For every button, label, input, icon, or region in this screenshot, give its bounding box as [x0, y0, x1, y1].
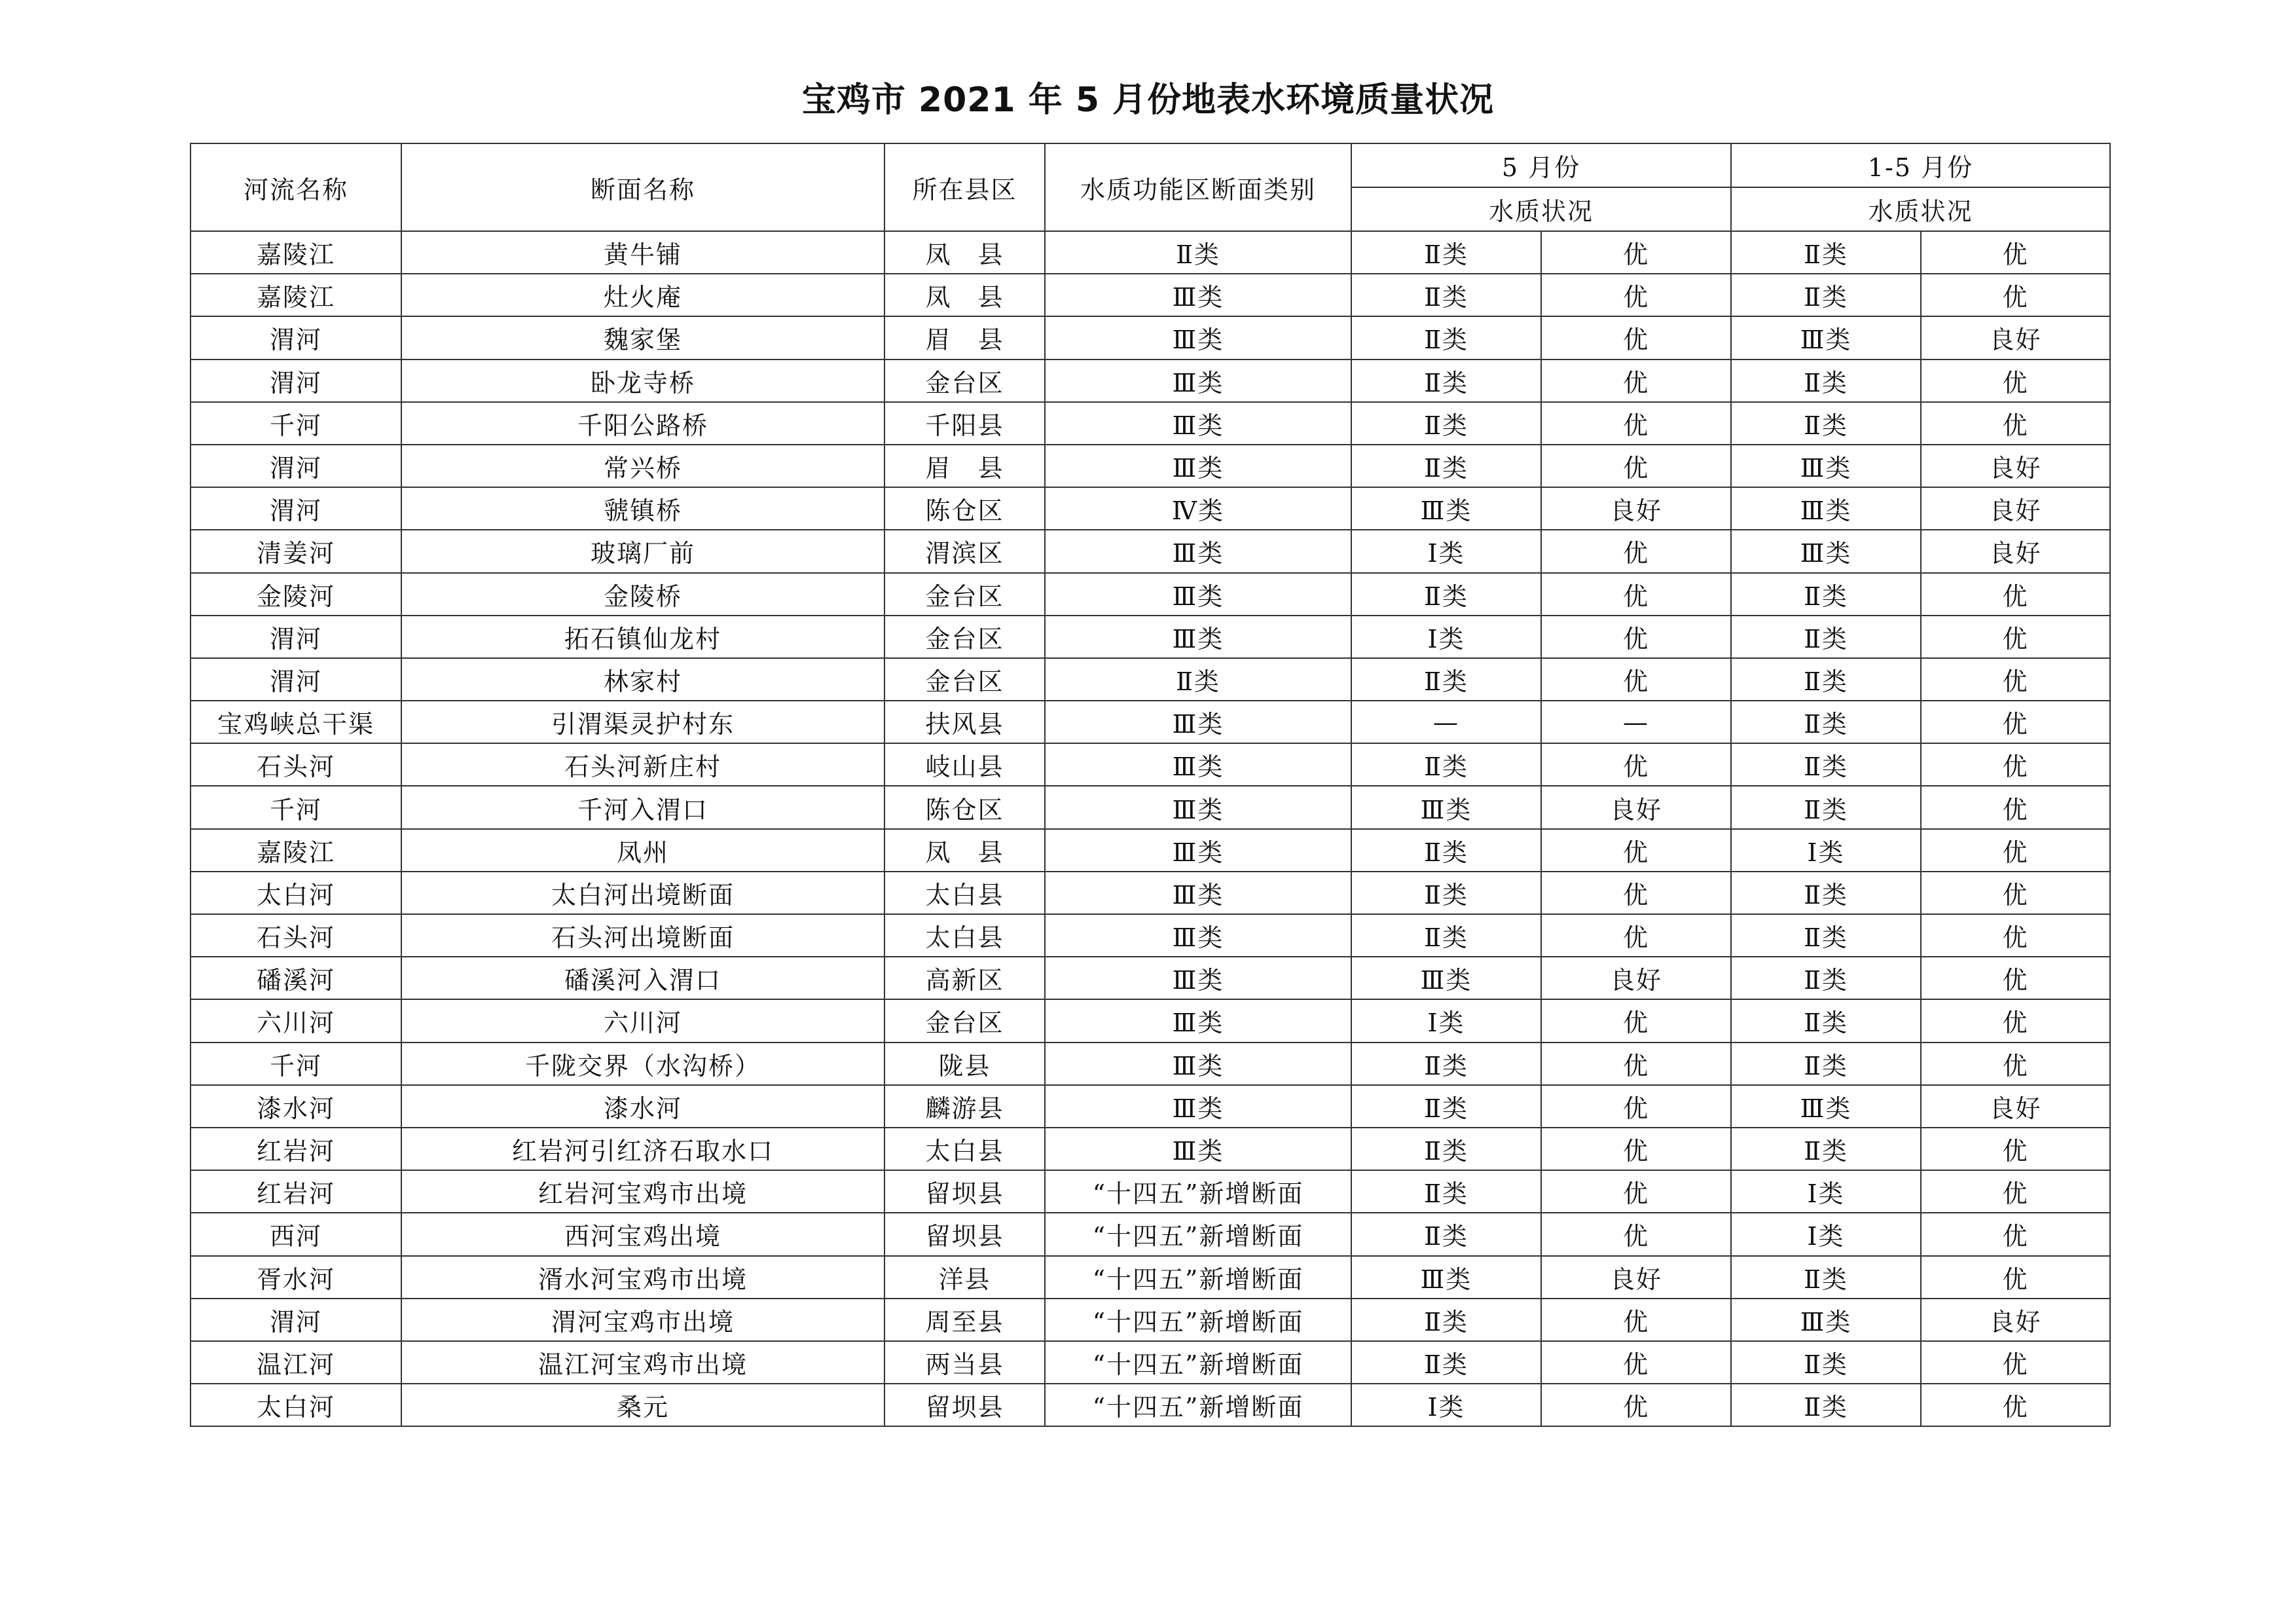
cell-function-class: Ⅲ类 [1045, 1043, 1351, 1085]
cell-cumulative-level: 优 [1921, 957, 2110, 999]
cell-cumulative-level: 优 [1921, 701, 2110, 743]
cell-may-class: Ⅰ类 [1351, 530, 1541, 572]
table-row [191, 701, 2110, 743]
cell-may-level: 优 [1541, 616, 1731, 658]
table-row [191, 999, 2110, 1042]
cell-may-level: 良好 [1541, 487, 1731, 530]
cell-may-level: 优 [1541, 1384, 1731, 1426]
cell-river: 太白河 [191, 1384, 401, 1426]
cell-county: 眉 县 [884, 445, 1045, 487]
cell-river: 千河 [191, 402, 401, 445]
cell-cumulative-class: Ⅱ类 [1731, 743, 1921, 786]
cell-may-level: 优 [1541, 743, 1731, 786]
cell-cumulative-class: Ⅲ类 [1731, 445, 1921, 487]
cell-may-level: 优 [1541, 231, 1731, 274]
cell-may-level: 优 [1541, 530, 1731, 572]
cell-river: 石头河 [191, 914, 401, 957]
cell-river: 红岩河 [191, 1128, 401, 1170]
cell-cumulative-level: 优 [1921, 914, 2110, 957]
cell-may-level: 良好 [1541, 786, 1731, 828]
cell-may-class: Ⅱ类 [1351, 360, 1541, 402]
header-may-status: 水质状况 [1351, 187, 1731, 231]
table-row [191, 1341, 2110, 1384]
cell-river: 胥水河 [191, 1256, 401, 1299]
cell-may-level: 优 [1541, 872, 1731, 914]
table-row [191, 573, 2110, 616]
cell-section: 引渭渠灵护村东 [401, 701, 884, 743]
cell-may-level: 优 [1541, 316, 1731, 359]
cell-function-class: Ⅲ类 [1045, 743, 1351, 786]
table-row [191, 1085, 2110, 1128]
cell-may-level: 优 [1541, 658, 1731, 701]
cell-function-class: Ⅲ类 [1045, 872, 1351, 914]
cell-may-level: 优 [1541, 1341, 1731, 1384]
cell-cumulative-level: 优 [1921, 743, 2110, 786]
cell-section: 千陇交界（水沟桥） [401, 1043, 884, 1085]
cell-cumulative-class: Ⅰ类 [1731, 829, 1921, 872]
cell-may-level: 优 [1541, 1128, 1731, 1170]
cell-cumulative-level: 优 [1921, 1128, 2110, 1170]
cell-county: 留坝县 [884, 1213, 1045, 1255]
cell-county: 麟游县 [884, 1085, 1045, 1128]
cell-section: 红岩河引红济石取水口 [401, 1128, 884, 1170]
cell-section: 灶火庵 [401, 274, 884, 316]
cell-may-level: 优 [1541, 999, 1731, 1042]
cell-county: 凤 县 [884, 274, 1045, 316]
cell-river: 宝鸡峡总干渠 [191, 701, 401, 743]
cell-section: 渭河宝鸡市出境 [401, 1299, 884, 1341]
cell-cumulative-class: Ⅱ类 [1731, 1384, 1921, 1426]
cell-may-class: Ⅱ类 [1351, 316, 1541, 359]
cell-may-level: 优 [1541, 1213, 1731, 1255]
cell-county: 金台区 [884, 658, 1045, 701]
cell-river: 渭河 [191, 487, 401, 530]
cell-river: 温江河 [191, 1341, 401, 1384]
cell-cumulative-class: Ⅱ类 [1731, 231, 1921, 274]
cell-function-class: Ⅲ类 [1045, 1128, 1351, 1170]
cell-county: 陈仓区 [884, 487, 1045, 530]
table-row [191, 616, 2110, 658]
table-row [191, 445, 2110, 487]
cell-function-class: Ⅲ类 [1045, 999, 1351, 1042]
cell-may-level: 优 [1541, 573, 1731, 616]
cell-section: 红岩河宝鸡市出境 [401, 1170, 884, 1213]
cell-river: 渭河 [191, 616, 401, 658]
cell-cumulative-level: 优 [1921, 616, 2110, 658]
cell-function-class: Ⅱ类 [1045, 231, 1351, 274]
cell-function-class: Ⅲ类 [1045, 530, 1351, 572]
cell-may-class: Ⅰ类 [1351, 999, 1541, 1042]
cell-section: 西河宝鸡出境 [401, 1213, 884, 1255]
cell-may-class: Ⅱ类 [1351, 1299, 1541, 1341]
cell-cumulative-level: 良好 [1921, 530, 2110, 572]
cell-county: 凤 县 [884, 231, 1045, 274]
cell-function-class: Ⅲ类 [1045, 445, 1351, 487]
table-row [191, 1256, 2110, 1299]
cell-section: 魏家堡 [401, 316, 884, 359]
cell-function-class: Ⅲ类 [1045, 274, 1351, 316]
table-row [191, 914, 2110, 957]
cell-cumulative-level: 优 [1921, 1170, 2110, 1213]
cell-may-class: Ⅱ类 [1351, 402, 1541, 445]
cell-may-class: Ⅱ类 [1351, 573, 1541, 616]
cell-section: 黄牛铺 [401, 231, 884, 274]
cell-cumulative-level: 优 [1921, 231, 2110, 274]
cell-may-class: Ⅱ类 [1351, 1043, 1541, 1085]
cell-may-class: Ⅱ类 [1351, 1341, 1541, 1384]
cell-may-class: Ⅱ类 [1351, 445, 1541, 487]
cell-section: 凤州 [401, 829, 884, 872]
table-row [191, 1043, 2110, 1085]
cell-function-class: “十四五”新增断面 [1045, 1341, 1351, 1384]
cell-may-class: Ⅱ类 [1351, 658, 1541, 701]
cell-river: 嘉陵江 [191, 274, 401, 316]
cell-may-class: Ⅲ类 [1351, 487, 1541, 530]
table-row [191, 786, 2110, 828]
cell-cumulative-class: Ⅱ类 [1731, 402, 1921, 445]
cell-cumulative-level: 良好 [1921, 1299, 2110, 1341]
cell-function-class: “十四五”新增断面 [1045, 1299, 1351, 1341]
page-title: 宝鸡市 2021 年 5 月份地表水环境质量状况 [801, 81, 1495, 120]
cell-county: 留坝县 [884, 1384, 1045, 1426]
cell-cumulative-class: Ⅱ类 [1731, 360, 1921, 402]
cell-county: 太白县 [884, 1128, 1045, 1170]
cell-section: 石头河新庄村 [401, 743, 884, 786]
table-row [191, 1213, 2110, 1255]
cell-cumulative-level: 优 [1921, 1256, 2110, 1299]
cell-river: 石头河 [191, 743, 401, 786]
cell-river: 嘉陵江 [191, 829, 401, 872]
cell-cumulative-class: Ⅱ类 [1731, 1043, 1921, 1085]
table-row [191, 829, 2110, 872]
cell-cumulative-level: 优 [1921, 274, 2110, 316]
cell-river: 西河 [191, 1213, 401, 1255]
cell-county: 留坝县 [884, 1170, 1045, 1213]
table-row [191, 360, 2110, 402]
table-row [191, 1384, 2110, 1426]
cell-cumulative-level: 良好 [1921, 487, 2110, 530]
cell-function-class: Ⅲ类 [1045, 616, 1351, 658]
cell-cumulative-level: 良好 [1921, 316, 2110, 359]
cell-may-level: — [1541, 701, 1731, 743]
cell-may-class: Ⅲ类 [1351, 957, 1541, 999]
cell-function-class: Ⅲ类 [1045, 829, 1351, 872]
table-row [191, 402, 2110, 445]
cell-may-class: Ⅲ类 [1351, 1256, 1541, 1299]
cell-cumulative-class: Ⅰ类 [1731, 1170, 1921, 1213]
header-river: 河流名称 [191, 143, 401, 231]
cell-may-class: Ⅱ类 [1351, 231, 1541, 274]
cell-cumulative-class: Ⅱ类 [1731, 786, 1921, 828]
cell-cumulative-class: Ⅲ类 [1731, 487, 1921, 530]
cell-river: 渭河 [191, 445, 401, 487]
table-row [191, 1128, 2110, 1170]
cell-may-class: — [1351, 701, 1541, 743]
cell-section: 虢镇桥 [401, 487, 884, 530]
cell-county: 陈仓区 [884, 786, 1045, 828]
cell-section: 桑元 [401, 1384, 884, 1426]
cell-function-class: Ⅲ类 [1045, 316, 1351, 359]
table-row [191, 274, 2110, 316]
cell-cumulative-level: 优 [1921, 360, 2110, 402]
cell-function-class: Ⅲ类 [1045, 914, 1351, 957]
cell-may-level: 优 [1541, 360, 1731, 402]
table-row [191, 231, 2110, 274]
cell-cumulative-level: 优 [1921, 1213, 2110, 1255]
cell-function-class: Ⅲ类 [1045, 573, 1351, 616]
cell-cumulative-level: 优 [1921, 1384, 2110, 1426]
table-row [191, 1299, 2110, 1341]
water-quality-table [190, 143, 2111, 1427]
cell-function-class: Ⅳ类 [1045, 487, 1351, 530]
cell-river: 渭河 [191, 360, 401, 402]
table-row [191, 658, 2110, 701]
cell-river: 千河 [191, 786, 401, 828]
cell-cumulative-class: Ⅱ类 [1731, 1341, 1921, 1384]
cell-cumulative-class: Ⅱ类 [1731, 914, 1921, 957]
cell-cumulative-class: Ⅲ类 [1731, 1085, 1921, 1128]
cell-may-level: 优 [1541, 445, 1731, 487]
cell-cumulative-class: Ⅱ类 [1731, 872, 1921, 914]
cell-county: 金台区 [884, 999, 1045, 1042]
header-jan-may: 1-5 月份 [1731, 143, 2110, 187]
cell-county: 渭滨区 [884, 530, 1045, 572]
cell-may-class: Ⅱ类 [1351, 743, 1541, 786]
table-row [191, 743, 2110, 786]
cell-may-level: 优 [1541, 1170, 1731, 1213]
cell-cumulative-class: Ⅱ类 [1731, 616, 1921, 658]
cell-county: 周至县 [884, 1299, 1045, 1341]
cell-cumulative-level: 优 [1921, 786, 2110, 828]
table-row [191, 487, 2110, 530]
cell-section: 漆水河 [401, 1085, 884, 1128]
cell-cumulative-level: 优 [1921, 872, 2110, 914]
cell-county: 眉 县 [884, 316, 1045, 359]
cell-county: 太白县 [884, 914, 1045, 957]
table-row [191, 872, 2110, 914]
cell-function-class: Ⅱ类 [1045, 658, 1351, 701]
cell-function-class: Ⅲ类 [1045, 402, 1351, 445]
cell-cumulative-class: Ⅲ类 [1731, 316, 1921, 359]
cell-may-level: 优 [1541, 1299, 1731, 1341]
cell-section: 磻溪河入渭口 [401, 957, 884, 999]
cell-cumulative-class: Ⅱ类 [1731, 1256, 1921, 1299]
cell-function-class: “十四五”新增断面 [1045, 1384, 1351, 1426]
cell-river: 太白河 [191, 872, 401, 914]
cell-section: 温江河宝鸡市出境 [401, 1341, 884, 1384]
cell-county: 高新区 [884, 957, 1045, 999]
cell-cumulative-class: Ⅲ类 [1731, 530, 1921, 572]
cell-cumulative-class: Ⅱ类 [1731, 701, 1921, 743]
cell-function-class: Ⅲ类 [1045, 360, 1351, 402]
cell-section: 湑水河宝鸡市出境 [401, 1256, 884, 1299]
cell-cumulative-level: 优 [1921, 1341, 2110, 1384]
cell-county: 扶风县 [884, 701, 1045, 743]
cell-river: 金陵河 [191, 573, 401, 616]
cell-cumulative-level: 优 [1921, 402, 2110, 445]
cell-cumulative-class: Ⅲ类 [1731, 1299, 1921, 1341]
cell-river: 磻溪河 [191, 957, 401, 999]
table-body [191, 231, 2110, 1426]
cell-cumulative-class: Ⅱ类 [1731, 274, 1921, 316]
cell-cumulative-class: Ⅱ类 [1731, 573, 1921, 616]
cell-section: 六川河 [401, 999, 884, 1042]
cell-cumulative-level: 优 [1921, 573, 2110, 616]
cell-may-level: 优 [1541, 274, 1731, 316]
cell-county: 陇县 [884, 1043, 1045, 1085]
cell-may-level: 优 [1541, 914, 1731, 957]
cell-county: 洋县 [884, 1256, 1045, 1299]
cell-river: 嘉陵江 [191, 231, 401, 274]
cell-may-class: Ⅱ类 [1351, 1085, 1541, 1128]
cell-section: 林家村 [401, 658, 884, 701]
cell-may-class: Ⅰ类 [1351, 1384, 1541, 1426]
cell-county: 金台区 [884, 360, 1045, 402]
cell-section: 千阳公路桥 [401, 402, 884, 445]
cell-cumulative-class: Ⅱ类 [1731, 1128, 1921, 1170]
cell-section: 卧龙寺桥 [401, 360, 884, 402]
cell-function-class: Ⅲ类 [1045, 701, 1351, 743]
cell-county: 两当县 [884, 1341, 1045, 1384]
cell-section: 石头河出境断面 [401, 914, 884, 957]
cell-cumulative-level: 优 [1921, 1043, 2110, 1085]
table-row [191, 1170, 2110, 1213]
cell-river: 漆水河 [191, 1085, 401, 1128]
cell-function-class: “十四五”新增断面 [1045, 1213, 1351, 1255]
cell-section: 玻璃厂前 [401, 530, 884, 572]
cell-may-class: Ⅱ类 [1351, 914, 1541, 957]
cell-cumulative-class: Ⅰ类 [1731, 1213, 1921, 1255]
cell-function-class: Ⅲ类 [1045, 786, 1351, 828]
table-row [191, 316, 2110, 359]
cell-may-level: 优 [1541, 1085, 1731, 1128]
cell-may-class: Ⅱ类 [1351, 829, 1541, 872]
cell-river: 六川河 [191, 999, 401, 1042]
header-section: 断面名称 [401, 143, 884, 231]
cell-may-level: 优 [1541, 829, 1731, 872]
cell-may-class: Ⅱ类 [1351, 1213, 1541, 1255]
cell-county: 岐山县 [884, 743, 1045, 786]
cell-section: 常兴桥 [401, 445, 884, 487]
cell-may-class: Ⅱ类 [1351, 274, 1541, 316]
cell-river: 渭河 [191, 1299, 401, 1341]
cell-section: 千河入渭口 [401, 786, 884, 828]
cell-function-class: Ⅲ类 [1045, 957, 1351, 999]
cell-river: 清姜河 [191, 530, 401, 572]
cell-cumulative-level: 良好 [1921, 1085, 2110, 1128]
cell-county: 千阳县 [884, 402, 1045, 445]
table-row [191, 530, 2110, 572]
cell-may-level: 优 [1541, 1043, 1731, 1085]
header-jan-may-status: 水质状况 [1731, 187, 2110, 231]
table-row [191, 957, 2110, 999]
cell-county: 太白县 [884, 872, 1045, 914]
cell-may-class: Ⅱ类 [1351, 1170, 1541, 1213]
cell-county: 金台区 [884, 616, 1045, 658]
cell-may-level: 优 [1541, 402, 1731, 445]
cell-may-class: Ⅰ类 [1351, 616, 1541, 658]
table-header [191, 143, 2110, 231]
cell-function-class: Ⅲ类 [1045, 1085, 1351, 1128]
cell-cumulative-class: Ⅱ类 [1731, 658, 1921, 701]
cell-function-class: “十四五”新增断面 [1045, 1170, 1351, 1213]
cell-cumulative-class: Ⅱ类 [1731, 999, 1921, 1042]
cell-section: 太白河出境断面 [401, 872, 884, 914]
cell-river: 千河 [191, 1043, 401, 1085]
header-function-class: 水质功能区断面类别 [1045, 143, 1351, 231]
cell-county: 凤 县 [884, 829, 1045, 872]
cell-section: 金陵桥 [401, 573, 884, 616]
header-may: 5 月份 [1351, 143, 1731, 187]
cell-river: 渭河 [191, 658, 401, 701]
cell-section: 拓石镇仙龙村 [401, 616, 884, 658]
cell-river: 红岩河 [191, 1170, 401, 1213]
cell-may-level: 良好 [1541, 1256, 1731, 1299]
cell-cumulative-class: Ⅱ类 [1731, 957, 1921, 999]
cell-cumulative-level: 良好 [1921, 445, 2110, 487]
cell-cumulative-level: 优 [1921, 829, 2110, 872]
cell-may-class: Ⅲ类 [1351, 786, 1541, 828]
cell-river: 渭河 [191, 316, 401, 359]
cell-cumulative-level: 优 [1921, 658, 2110, 701]
cell-may-level: 良好 [1541, 957, 1731, 999]
cell-county: 金台区 [884, 573, 1045, 616]
cell-cumulative-level: 优 [1921, 999, 2110, 1042]
cell-may-class: Ⅱ类 [1351, 872, 1541, 914]
header-county: 所在县区 [884, 143, 1045, 231]
cell-function-class: “十四五”新增断面 [1045, 1256, 1351, 1299]
cell-may-class: Ⅱ类 [1351, 1128, 1541, 1170]
